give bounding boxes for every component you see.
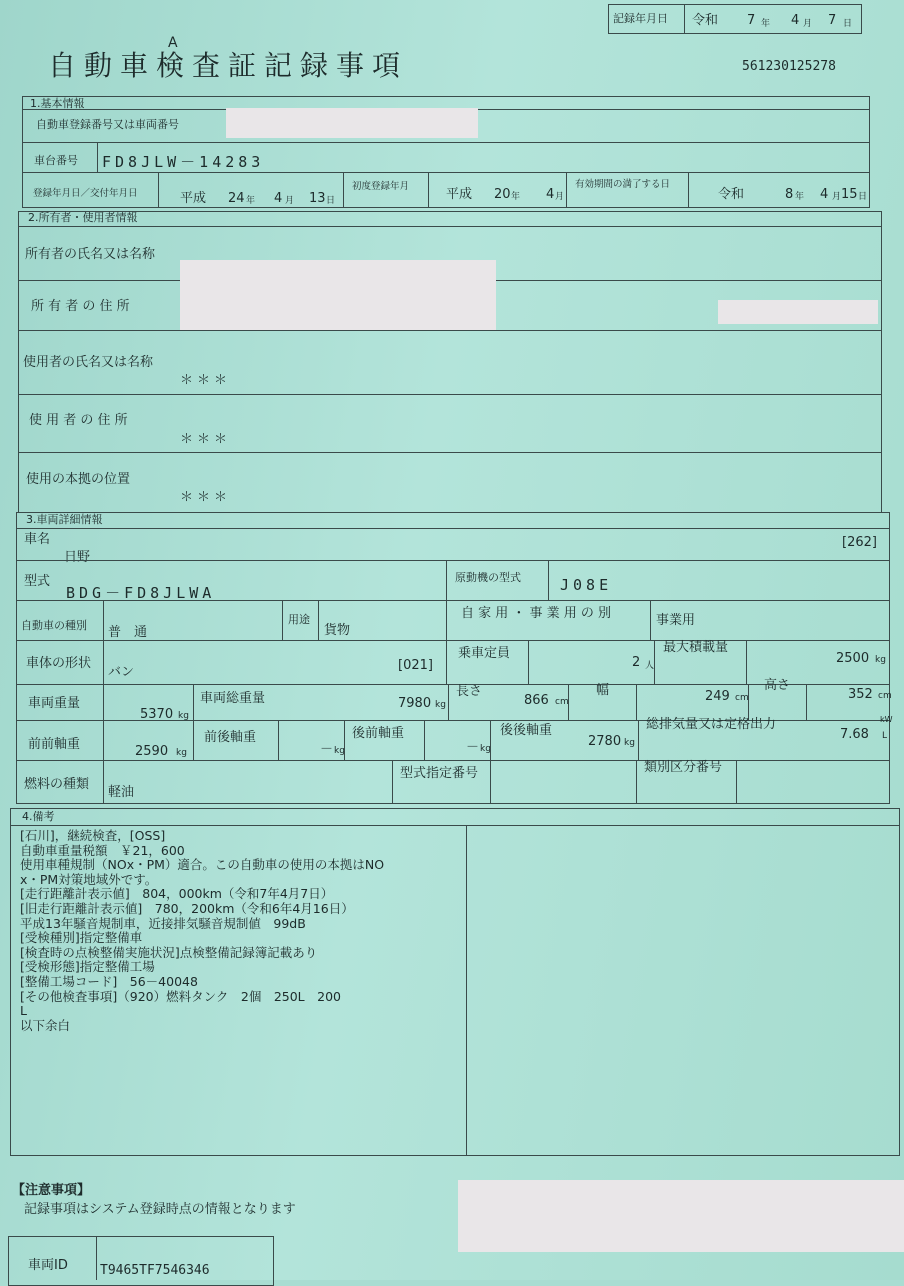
user-address-value: ＊＊＊ (180, 432, 232, 447)
owner-name-label: 所有者の氏名又は名称 (25, 247, 156, 262)
document-title: 自動車検査証記録事項 (48, 49, 409, 82)
registration-number-label: 自動車登録番号又は車両番号 (36, 118, 179, 131)
record-date-year: 7 (747, 13, 756, 28)
body-shape-label: 車体の形状 (26, 656, 92, 671)
model-label: 型式 (24, 574, 51, 589)
remarks-line: [受検種別]指定整備車 (20, 930, 143, 946)
vehicle-id-label: 車両ID (28, 1258, 68, 1273)
base-location-value: ＊＊＊ (180, 490, 232, 505)
front-rear-axle-value: － (320, 742, 334, 757)
length-unit: cm (555, 697, 569, 707)
displacement-unit-bottom: L (882, 731, 888, 741)
gross-weight-unit: kg (435, 700, 446, 710)
regdate-month-unit: 月 (285, 196, 295, 206)
firstreg-era: 平成 (446, 187, 473, 202)
vehicle-weight-value: 5370 (140, 707, 174, 722)
vehicle-weight-label: 車両重量 (28, 696, 81, 711)
regdate-day-unit: 日 (326, 196, 336, 206)
vehicle-weight-unit: kg (178, 711, 189, 721)
expiry-day: 15 (841, 187, 858, 202)
width-unit: cm (735, 693, 749, 703)
form-mark: A (168, 35, 178, 51)
length-label: 長さ (456, 684, 483, 699)
document-number: 561230125278 (742, 59, 836, 74)
width-value: 249 (705, 689, 730, 704)
rear-front-axle-label: 後前軸重 (352, 726, 405, 741)
rear-rear-axle-label: 後後軸重 (500, 723, 553, 738)
fuel-type-value: 軽油 (108, 785, 135, 800)
remarks-line: 自動車重量税額 ￥21，600 (20, 842, 185, 858)
registration-date-label: 登録年月日／交付年月日 (33, 188, 138, 199)
expiry-month-unit: 月 (832, 192, 842, 202)
section-basic-title: 1.基本情報 (30, 97, 85, 110)
rear-rear-axle-value: 2780 (588, 734, 622, 749)
base-location-label: 使用の本拠の位置 (26, 472, 131, 487)
regdate-day: 13 (309, 191, 326, 206)
section-vehicle-title: 3.車両詳細情報 (26, 513, 103, 526)
remarks-text (20, 829, 470, 1033)
height-unit: cm (878, 691, 892, 701)
remarks-line: L (20, 1003, 27, 1019)
classification-label: 類別区分番号 (644, 760, 723, 775)
displacement-label: 総排気量又は定格出力 (646, 717, 777, 732)
capacity-label: 乗車定員 (458, 646, 511, 661)
expiry-era: 令和 (718, 187, 745, 202)
front-rear-axle-label: 前後軸重 (204, 730, 257, 745)
body-shape-code: [021] (398, 658, 433, 673)
regdate-year: 24 (228, 191, 245, 206)
remarks-line: [検査時の点検整備実施状況]点検整備記録簿記載あり (20, 944, 318, 960)
remarks-line: 平成13年騒音規制車，近接排気騒音規制値 99dB (20, 915, 306, 931)
gross-weight-label: 車両総重量 (200, 691, 266, 706)
capacity-unit: 人 (645, 661, 655, 671)
expiry-year: 8 (785, 187, 794, 202)
displacement-value: 7.68 (840, 727, 869, 742)
fuel-type-label: 燃料の種類 (24, 777, 90, 792)
body-shape-value: バン (108, 665, 135, 680)
remarks-line: [受検形態]指定整備工場 (20, 959, 155, 975)
chassis-number-label: 車台番号 (34, 154, 78, 167)
firstreg-year: 20 (494, 187, 511, 202)
firstreg-year-unit: 年 (511, 192, 521, 202)
remarks-line: 使用車種規制（NOx・PM）適合。この自動車の使用の本拠はNO (20, 857, 385, 873)
car-name-label: 車名 (24, 532, 51, 547)
remarks-line: [石川]，継続検査，[OSS] (20, 828, 166, 843)
owner-address-label: 所 有 者 の 住 所 (31, 299, 130, 314)
section-remarks-title: 4.備考 (22, 810, 55, 823)
redacted-owner-info (180, 260, 496, 330)
notes-heading: 【注意事項】 (12, 1183, 91, 1198)
record-date-month: 4 (791, 13, 800, 28)
vehicle-kind-label: 自動車の種別 (21, 619, 87, 632)
rear-front-axle-value: － (466, 740, 480, 755)
max-load-label: 最大積載量 (663, 640, 729, 655)
expiry-label: 有効期間の満了する日 (575, 179, 671, 190)
car-name-value: 日野 (64, 550, 91, 565)
vehicle-kind-value: 普 通 (108, 625, 148, 640)
rear-front-axle-unit: kg (480, 744, 491, 754)
record-date-year-unit: 年 (761, 19, 771, 29)
use-value: 貨物 (324, 623, 351, 638)
user-name-value: ＊＊＊ (180, 373, 232, 388)
length-value: 866 (524, 693, 549, 708)
max-load-value: 2500 (836, 651, 870, 666)
redacted-owner-address-extra (718, 300, 878, 324)
record-date-day-unit: 日 (843, 19, 853, 29)
capacity-value: 2 (632, 655, 641, 670)
private-business-value: 事業用 (656, 613, 696, 628)
user-address-label: 使 用 者 の 住 所 (29, 413, 128, 428)
expiry-year-unit: 年 (795, 192, 805, 202)
redacted-footer-info (458, 1180, 904, 1252)
model-value: BDG－FD8JLWA (66, 584, 216, 602)
section-owner-title: 2.所有者・使用者情報 (28, 211, 138, 224)
regdate-era: 平成 (180, 191, 207, 206)
car-name-code: [262] (842, 535, 877, 550)
record-date-era: 令和 (692, 13, 719, 28)
remarks-line: [その他検査事項]（920）燃料タンク 2個 250L 200 (20, 988, 341, 1004)
remarks-line: [走行距離計表示値] 804，000km（令和7年4月7日） (20, 886, 334, 902)
front-rear-axle-unit: kg (334, 746, 345, 756)
firstreg-month: 4 (546, 187, 555, 202)
remarks-line: 以下余白 (20, 1017, 71, 1033)
expiry-month: 4 (820, 187, 829, 202)
user-name-label: 使用者の氏名又は名称 (23, 355, 154, 370)
engine-model-label: 原動機の型式 (455, 571, 521, 584)
front-front-axle-label: 前前軸重 (28, 737, 81, 752)
expiry-day-unit: 日 (858, 192, 868, 202)
record-date-day: 7 (828, 13, 837, 28)
type-designation-label: 型式指定番号 (400, 766, 479, 781)
record-date-label: 記録年月日 (613, 12, 668, 25)
max-load-unit: kg (875, 655, 886, 665)
notes-text: 記録事項はシステム登録時点の情報となります (24, 1202, 296, 1217)
remarks-line: x・PM対策地域外です。 (20, 871, 158, 887)
regdate-year-unit: 年 (246, 196, 256, 206)
gross-weight-value: 7980 (398, 696, 432, 711)
record-date-month-unit: 月 (803, 19, 813, 29)
redacted-registration-number (226, 108, 478, 138)
width-label: 幅 (596, 683, 610, 698)
first-registration-label: 初度登録年月 (352, 181, 410, 192)
vehicle-id-value: T9465TF7546346 (100, 1263, 210, 1278)
displacement-unit-top: kW (880, 715, 893, 724)
front-front-axle-unit: kg (176, 748, 187, 758)
remarks-line: [旧走行距離計表示値] 780，200km（令和6年4月16日） (20, 900, 354, 916)
height-label: 高さ (764, 678, 791, 693)
firstreg-month-unit: 月 (555, 192, 565, 202)
front-front-axle-value: 2590 (135, 744, 169, 759)
remarks-line: [整備工場コード] 56－40048 (20, 973, 198, 989)
rear-rear-axle-unit: kg (624, 738, 635, 748)
chassis-number-value: FD8JLW－14283 (102, 153, 265, 171)
use-label: 用途 (288, 613, 310, 626)
private-business-label: 自 家 用 ・ 事 業 用 の 別 (461, 606, 612, 621)
height-value: 352 (848, 687, 873, 702)
regdate-month: 4 (274, 191, 283, 206)
engine-model-value: J08E (560, 576, 613, 594)
